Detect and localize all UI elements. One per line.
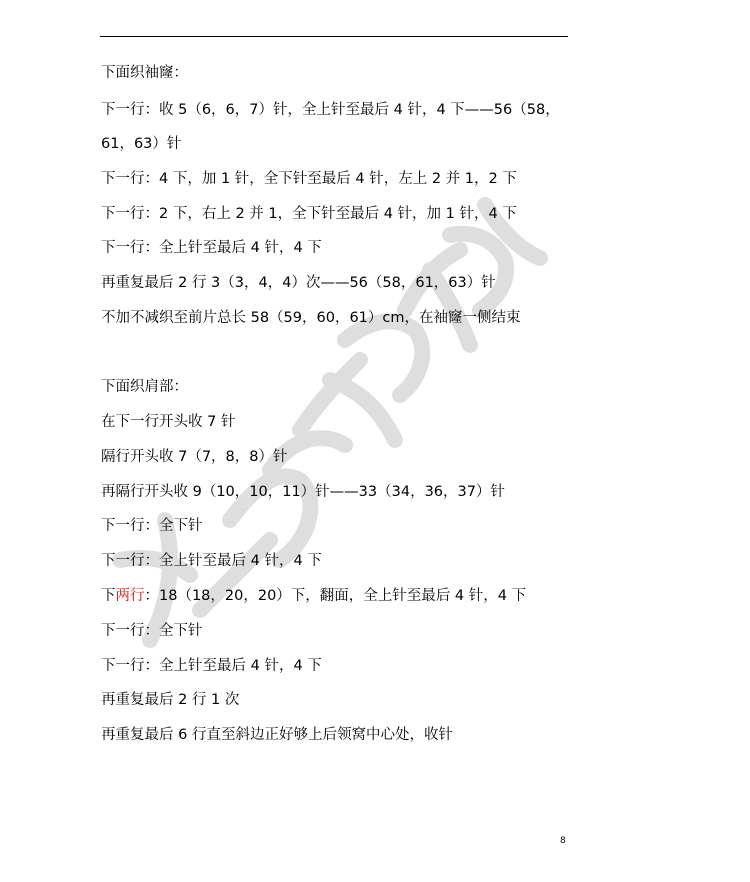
instruction-line: 下一行：2 下，右上 2 并 1，全下针至最后 4 针，加 1 针，4 下 <box>101 206 517 222</box>
header-rule <box>100 36 568 37</box>
instruction-line: 下一行：全上针至最后 4 针，4 下 <box>101 240 322 256</box>
page-number: 8 <box>560 836 566 846</box>
instruction-line: 下一行：全上针至最后 4 针，4 下 <box>101 658 322 674</box>
instruction-line: 再重复最后 2 行 3（3，4，4）次——56（58，61，63）针 <box>101 275 496 291</box>
section-heading-shoulder: 下面织肩部： <box>101 379 188 395</box>
instruction-line: 下一行：收 5（6，6，7）针，全上针至最后 4 针，4 下——56（58， <box>101 102 560 118</box>
instruction-line <box>101 586 526 606</box>
text-segment: ：18（18，20，20）下，翻面，全上针至最后 4 针，4 下 <box>144 588 527 604</box>
instruction-line: 在下一行开头收 7 针 <box>101 414 236 430</box>
instruction-line: 下一行：全下针 <box>101 518 203 534</box>
instruction-line: 61，63）针 <box>101 136 182 152</box>
highlighted-text: 两行 <box>115 588 145 604</box>
instruction-line: 再重复最后 6 行直至斜边正好够上后领窝中心处，收针 <box>101 727 453 743</box>
instruction-line: 下一行：4 下，加 1 针，全下针至最后 4 针，左上 2 并 1，2 下 <box>101 171 517 187</box>
instruction-line: 下一行：全上针至最后 4 针，4 下 <box>101 553 322 569</box>
instruction-line: 再隔行开头收 9（10，10，11）针——33（34，36，37）针 <box>101 484 505 500</box>
instruction-line: 隔行开头收 7（7，8，8）针 <box>101 449 288 465</box>
instruction-line: 不加不减织至前片总长 58（59，60，61）cm，在袖窿一侧结束 <box>101 310 521 326</box>
section-heading-armhole: 下面织袖窿： <box>101 65 188 81</box>
instruction-line: 下一行：全下针 <box>101 623 203 639</box>
text-segment: 下 <box>101 588 116 604</box>
instruction-line: 再重复最后 2 行 1 次 <box>101 692 240 708</box>
